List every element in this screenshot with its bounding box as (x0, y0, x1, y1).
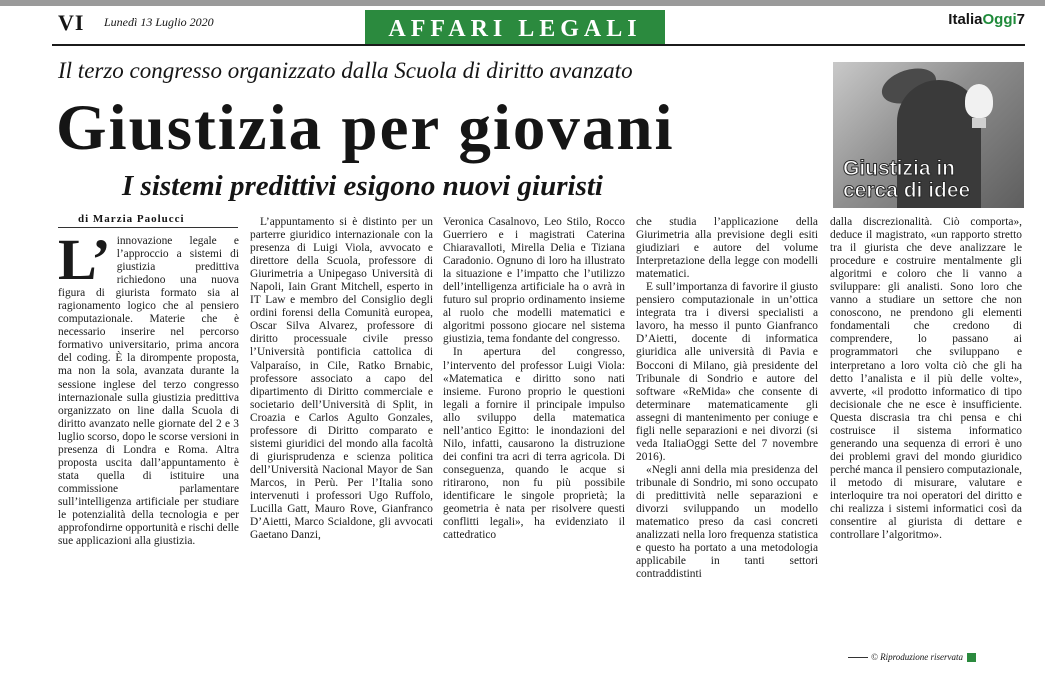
column-4-text-a: che studia l’applicazione della Giurimetria alla previsione degli esiti giudiziari e autore del volume Interpretazione della legge con modelli matematici. (636, 216, 818, 281)
paragraph (58, 235, 239, 548)
issue-date: Lunedì 13 Luglio 2020 (104, 15, 214, 29)
masthead-oggi: Oggi (982, 11, 1017, 28)
column-4-text-c: «Negli anni della mia presidenza del tribunale di Sondrio, mi sono occupato di predittività nelle separazioni e divorzi sviluppando un modello matematico preso da casi concreti analizzati nella loro frequenza statistica e questo ha portato a una metodologia applicabile in tanti settori contraddistinti (636, 463, 818, 581)
drop-cap: L’ (58, 235, 111, 292)
header-rule (52, 44, 1025, 46)
article-column-2 (250, 216, 433, 666)
page-number: VI (58, 10, 85, 35)
copyright-rule (848, 657, 868, 658)
article-column-1 (58, 235, 239, 665)
column-1-text: innovazione legale e l’approccio a sistemi di giustizia predittiva richiedono una nuova figura di giurista formato sia al ragionamento logico che al pensiero computazionale. Materie che è necessario inserire nel percorso formativo universitario, prima ancora del coding. È la dirompente proposta, ma non la sola, avanzata durante la sessione inglese del terzo congresso internazionale sulla giustizia predittiva organizzato on line dalla Scuola di diritto avanzato nelle giornate del 2 e 3 luglio scorso, dopo le scorse versioni in presenza di Londra e Roma. Altra proposta uscita dall’appuntamento è stata quella di istituire una commissione parlamentare sull’intelligenza artificiale per studiare le potenzialità della tecnologia e per approfondirne opportunità e rischi delle sue applicazioni alla giustizia. (58, 235, 239, 548)
section-banner: AFFARI LEGALI (365, 10, 665, 46)
column-2-text: L’appuntamento si è distinto per un parterre giuridico internazionale con la presenza di Luigi Viola, avvocato e direttore della Scuola, professore di Giurimetria a Unipegaso Università di Napoli, Iain Grant Mitchell, esperto in IT Law e membro del Consiglio degli ordini forensi della Comunità europea, Oscar Silva Alvarez, professore di diritto processuale civile presso l’Università pontificia cattolica di Valparaíso, in Cile, Ratko Brnabic, professore associato a capo del dipartimento di Diritto commerciale e societario dell’Università di Split, in Croazia e Carlos Agulto Gonzales, professore di Diritto comparato e sistemi giuridici del mondo alla facoltà di giurisprudenza e scienza politica dell’Università Nacional Mayor de San Marcos, in Perù. Per l’Italia sono intervenuti i professori Ugo Ruffolo, Lucilla Gatt, Mauro Rove, Gianfranco D’Aietti, Marco Scialdone, gli avvocati Gaetano Danzi, (250, 216, 433, 542)
photo-caption-line2: cerca di idee (843, 179, 971, 202)
article-subhead: I sistemi predittivi esigono nuovi giuristi (122, 170, 603, 202)
article-photo (833, 62, 1024, 208)
article-column-3 (443, 216, 625, 666)
byline-rule (58, 227, 238, 228)
masthead-italia: Italia (948, 11, 983, 28)
article-headline: Giustizia per giovani (56, 92, 675, 164)
column-4-text-b: E sull’importanza di favorire il giusto pensiero computazionale in un’ottica integrata tra i diversi specialisti a lavoro, ha messo il punto Gianfranco D’Aietti, docente di informatica giuridica alle università di Pavia e Bocconi di Milano, già presidente del Tribunale di Sondrio e autore del software «ReMida» che consente di determinare matematicamente gli assegni di mantenimento per coniuge e figli nelle separazioni e nei divorzi (si veda ItaliaOggi Sette del 7 novembre 2016). (636, 281, 818, 463)
column-3-text-b: In apertura del congresso, l’intervento del professor Luigi Viola: «Matematica e diritto sono nati insieme. Furono proprio le questioni legali a fornire il principale impulso allo sviluppo della matematica nell’antico Egitto: le inondazioni del Nilo, infatti, causarono la distruzione dei confini tra acri di terra agricola. Di conseguenza, quando le acque si ritirarono, non fu più possibile identificare le singole proprietà; la geometria è nata per risolvere questi conflitti legali», ha evidenziato il cattedratico (443, 346, 625, 542)
end-square-icon (967, 653, 976, 662)
column-3-text-a: Veronica Casalnovo, Leo Stilo, Rocco Guerriero e i magistrati Caterina Chiaravalloti, Mirella Delia e Tiziana Caradonio. Ognuno di loro ha illustrato la situazione e l’impatto che l’utilizzo dell’intelligenza artificiale ha o avrà in futuro sul proprio ordinamento insieme al ruolo che modelli matematici e algoritmi possono giocare nel sistema giustizia, tema fondante del congresso. (443, 216, 625, 346)
lightbulb-base (972, 118, 986, 128)
top-gray-bar (0, 0, 1045, 6)
photo-caption-line1: Giustizia in (843, 157, 956, 180)
photo-caption (843, 158, 970, 202)
copyright-notice (848, 652, 976, 662)
lightbulb-icon (965, 84, 993, 118)
masthead-logo (948, 11, 1025, 28)
column-5-text: dalla discrezionalità. Ciò comporta», deduce il magistrato, «un rapporto stretto tra il giurista che deve analizzare le procedure e costruire mentalmente gli algoritmi e coloro che li vanno a sviluppare: gli analisti. Sono loro che vanno a studiare un settore che non conoscono, ne prendono gli elementi fondamentali che credono di comprendere, lo passano ai programmatori che sviluppano e interpretano a loro volta ciò che gli ha detto l’analista e il più delle volte», avverte, «il prodotto informatico di tipo decisionale che ne esce è insufficiente. Questa discrasia tra chi pensa e chi costruisce il sistema informatico generando una sequenza di errori è uno dei problemi gravi del mondo giuridico perché manca il pensiero computazionale, il metodo di misurare, valutare e interloquire tra noi operatori del diritto e chi realizza i sistemi informatici così da consentire al giurista di dettare e controllare l’algoritmo». (830, 216, 1022, 542)
copyright-text: © Riproduzione riservata (871, 652, 963, 662)
article-column-5 (830, 216, 1022, 666)
article-byline: di Marzia Paolucci (78, 213, 185, 225)
article-kicker: Il terzo congresso organizzato dalla Scuola di diritto avanzato (58, 58, 633, 83)
masthead-issue: 7 (1016, 11, 1025, 28)
article-column-4 (636, 216, 818, 666)
